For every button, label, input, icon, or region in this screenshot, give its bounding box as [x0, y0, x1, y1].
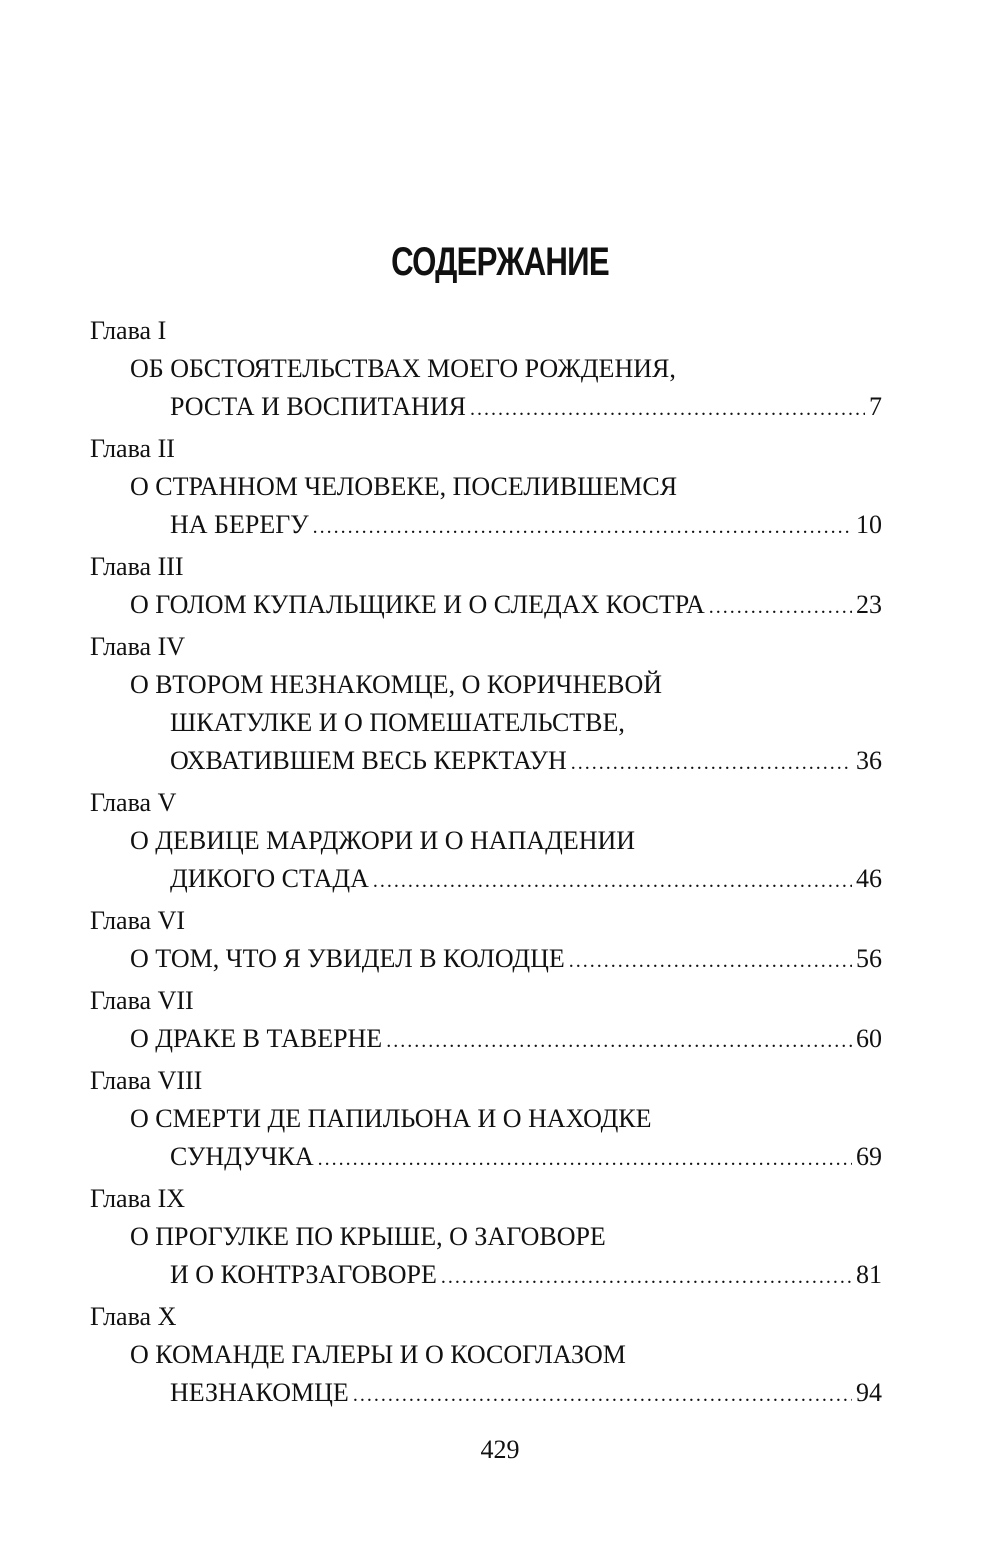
chapter-title-line: ШКАТУЛКЕ И О ПОМЕШАТЕЛЬСТВЕ, [170, 708, 625, 737]
dot-leader [318, 1140, 852, 1178]
chapter-label: Глава II [90, 434, 175, 463]
toc-entry [90, 548, 882, 624]
chapter-page-number: 10 [856, 510, 882, 539]
toc-entry [90, 430, 882, 544]
chapter-title-line: О СМЕРТИ ДЕ ПАПИЛЬОНА И О НАХОДКЕ [130, 1104, 652, 1133]
toc-entry [90, 902, 882, 978]
chapter-page-number: 81 [856, 1260, 882, 1289]
chapter-page-number: 36 [856, 746, 882, 775]
dot-leader [313, 508, 852, 546]
table-of-contents [90, 312, 882, 1416]
chapter-title-text: ОХВАТИВШЕМ ВЕСЬ КЕРКТАУН [170, 746, 567, 775]
chapter-label: Глава III [90, 552, 184, 581]
chapter-title-last-line [90, 860, 882, 898]
dot-leader [470, 390, 865, 428]
chapter-label: Глава V [90, 788, 177, 817]
dot-leader [441, 1258, 852, 1296]
chapter-label: Глава IV [90, 632, 185, 661]
chapter-page-number: 69 [856, 1142, 882, 1171]
chapter-page-number: 23 [856, 590, 882, 619]
chapter-label: Глава VI [90, 906, 185, 935]
chapter-page-number: 46 [856, 864, 882, 893]
chapter-page-number: 94 [856, 1378, 882, 1407]
chapter-page-number: 60 [856, 1024, 882, 1053]
chapter-title-last-line [90, 1256, 882, 1294]
chapter-title-line: О СТРАННОМ ЧЕЛОВЕКЕ, ПОСЕЛИВШЕМСЯ [130, 472, 678, 501]
dot-leader [571, 744, 852, 782]
chapter-title-line: О ВТОРОМ НЕЗНАКОМЦЕ, О КОРИЧНЕВОЙ [130, 670, 662, 699]
toc-entry [90, 312, 882, 426]
dot-leader [373, 862, 852, 900]
chapter-title-last-line [90, 1138, 882, 1176]
chapter-title-text: И О КОНТРЗАГОВОРЕ [170, 1260, 437, 1289]
chapter-page-number: 56 [856, 944, 882, 973]
chapter-label: Глава VIII [90, 1066, 203, 1095]
toc-entry [90, 982, 882, 1058]
chapter-label: Глава I [90, 316, 167, 345]
chapter-label: Глава X [90, 1302, 177, 1331]
toc-entry [90, 1298, 882, 1412]
dot-leader [709, 588, 852, 626]
chapter-title-last-line [90, 940, 882, 978]
chapter-title-text: О ГОЛОМ КУПАЛЬЩИКЕ И О СЛЕДАХ КОСТРА [130, 590, 705, 619]
toc-entry [90, 628, 882, 780]
chapter-title-last-line [90, 1374, 882, 1412]
chapter-title-text: СУНДУЧКА [170, 1142, 314, 1171]
toc-entry [90, 1062, 882, 1176]
chapter-title-text: РОСТА И ВОСПИТАНИЯ [170, 392, 466, 421]
chapter-title-line: О ДЕВИЦЕ МАРДЖОРИ И О НАПАДЕНИИ [130, 826, 636, 855]
page-number: 429 [480, 1435, 520, 1464]
chapter-label: Глава IX [90, 1184, 185, 1213]
toc-title: СОДЕРЖАНИЕ [391, 240, 609, 284]
chapter-title-text: НА БЕРЕГУ [170, 510, 309, 539]
chapter-title-text: НЕЗНАКОМЦЕ [170, 1378, 349, 1407]
chapter-title-line: О ПРОГУЛКЕ ПО КРЫШЕ, О ЗАГОВОРЕ [130, 1222, 606, 1251]
toc-entry [90, 1180, 882, 1294]
dot-leader [569, 942, 852, 980]
toc-entry [90, 784, 882, 898]
chapter-title-last-line [90, 742, 882, 780]
chapter-title-last-line [90, 388, 882, 426]
chapter-label: Глава VII [90, 986, 194, 1015]
dot-leader [353, 1376, 852, 1414]
chapter-title-text: ДИКОГО СТАДА [170, 864, 369, 893]
chapter-title-text: О ДРАКЕ В ТАВЕРНЕ [130, 1024, 383, 1053]
chapter-title-line: ОБ ОБСТОЯТЕЛЬСТВАХ МОЕГО РОЖДЕНИЯ, [130, 354, 676, 383]
chapter-title-last-line [90, 506, 882, 544]
dot-leader [386, 1022, 852, 1060]
chapter-title-text: О ТОМ, ЧТО Я УВИДЕЛ В КОЛОДЦЕ [130, 944, 565, 973]
chapter-title-last-line [90, 1020, 882, 1058]
chapter-title-line: О КОМАНДЕ ГАЛЕРЫ И О КОСОГЛАЗОМ [130, 1340, 626, 1369]
chapter-page-number: 7 [869, 392, 882, 421]
chapter-title-last-line [90, 586, 882, 624]
